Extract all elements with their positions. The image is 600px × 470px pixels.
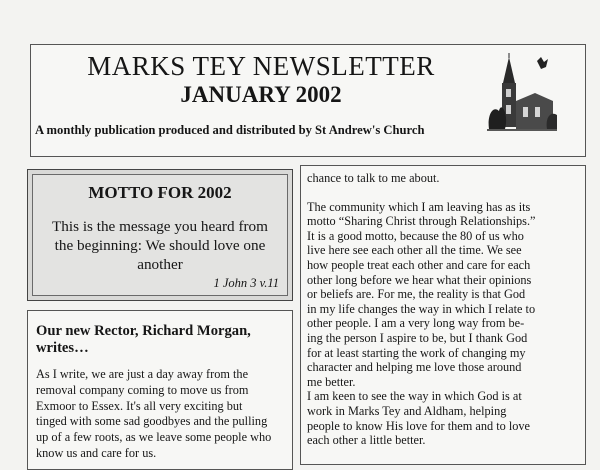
issue-date: JANUARY 2002 [180, 82, 342, 107]
paragraph: The community which I am leaving has as its motto “Sharing Christ through Relationships.” It is a good motto, because the 80 of us who live here see each other all the time. We see how people treat each other and care for each other long before we hear what their opinions or beliefs are. For me, the reality is that God in my life changes the way in which I relate to other people. I am a very long way from be- ing the person I aspire to be, but I thank God for at least starting the work of changing my character and helping me love those around me better. [307, 199, 536, 389]
motto-title: MOTTO FOR 2002 [88, 183, 232, 202]
motto-line: another [137, 256, 183, 273]
motto-line: This is the message you heard from [52, 218, 268, 235]
motto-line: the beginning: We should love one [54, 237, 266, 254]
rector-article [27, 310, 293, 470]
church-drawing-icon [487, 53, 557, 135]
opening-line: chance to talk to me about. [307, 171, 440, 185]
publication-subtitle: A monthly publication produced and distributed by St Andrew's Church [35, 123, 425, 137]
paragraph: I am keen to see the way in which God is at work in Marks Tey and Aldham, helping people to know His love for them and to love each other a little better. [307, 389, 531, 448]
article-body: As I write, we are just a day away from the removal company coming to move us from Exmoor to Essex. It's all very exciting but tinged with some sad goodbyes and the pulling up of a few roots, as we leave some people who know us and care for us. [36, 367, 272, 460]
continued-article-body [307, 171, 583, 448]
article-heading: Our new Rector, Richard Morgan, writes… [36, 323, 251, 356]
motto-box [27, 169, 293, 301]
motto-text [39, 217, 281, 274]
left-column [27, 165, 293, 461]
continued-article [300, 165, 586, 465]
masthead [30, 44, 586, 157]
motto-reference: 1 John 3 v.11 [213, 276, 279, 290]
newsletter-title: MARKS TEY NEWSLETTER [87, 51, 435, 81]
